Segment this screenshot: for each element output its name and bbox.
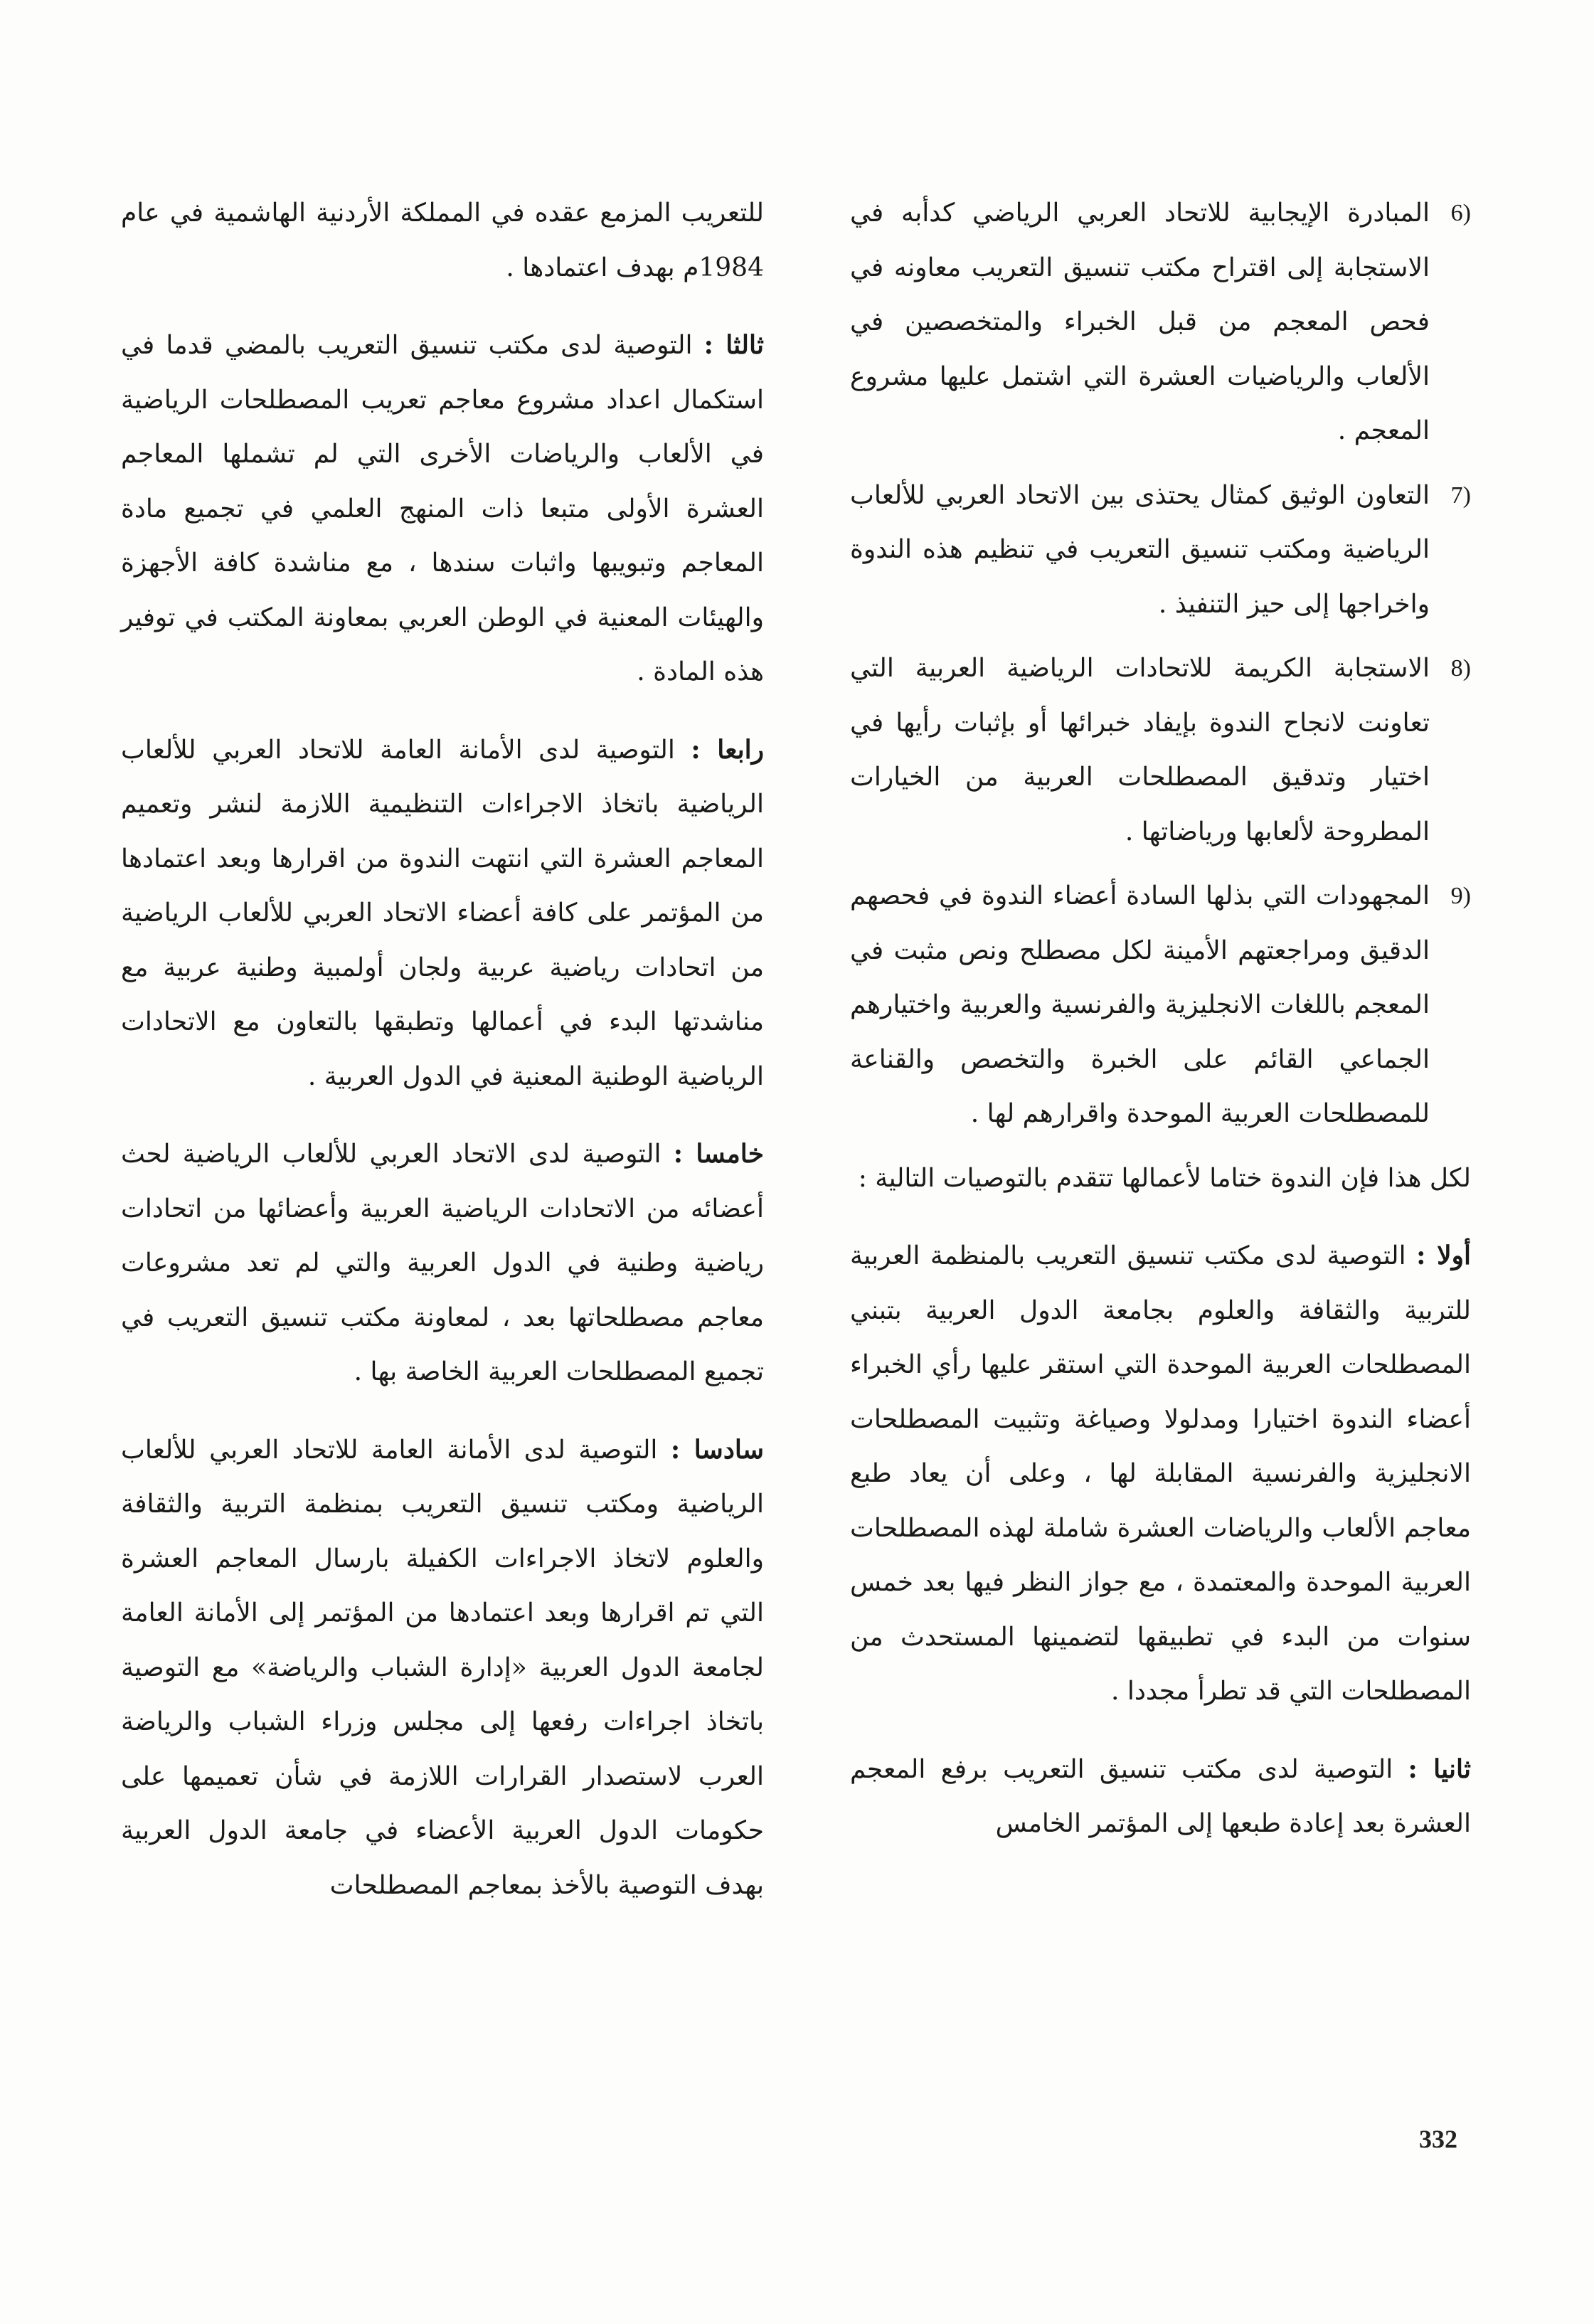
- item-text: المجهودات التي بذلها السادة أعضاء الندوة في فحصهم الدقيق ومراجعتهم الأمينة لكل مصطلح ونص مثبت في المعجم باللغات الانجليزية والفرنسية والعربية واختيارهم الجماعي القائم على الخبرة والتخصص والقناعة للمصطلحات العربية الموحدة واقرارهم لها .: [850, 881, 1430, 1128]
- recommendation-second: [850, 1742, 1471, 1852]
- recommendation-fifth: [121, 1127, 764, 1400]
- recommendation-text: التوصية لدى الأمانة العامة للاتحاد العربي للألعاب الرياضية باتخاذ الاجراءات التنظيمية اللازمة لنشر وتعميم المعاجم العشرة التي انتهت الندوة من اقرارها وبعد اعتمادها من المؤتمر على كافة أعضاء الاتحاد العربي للألعاب الرياضية من اتحادات رياضية عربية ولجان أولمبية وطنية عربية مع مناشدتها البدء في أعمالها وتطبقها بالتعاون مع الاتحادات الرياضية الوطنية المعنية في الدول العربية .: [121, 735, 764, 1091]
- numbered-item: [850, 469, 1471, 632]
- numbered-item: [850, 642, 1471, 859]
- recommendation-text: التوصية لدى مكتب تنسيق التعريب بالمضي قدما في استكمال اعداد مشروع معاجم تعريب المصطلحات الرياضية في الألعاب والرياضات الأخرى التي لم تشملها المعاجم العشرة الأولى متبعا ذات المنهج العلمي في تجميع مادة المعاجم وتبويبها واثبات سندها ، مع مناشدة كافة الأجهزة والهيئات المعنية في الوطن العربي بمعاونة المكتب في توفير هذه المادة .: [121, 331, 764, 686]
- recommendation-lead: ثالثا :: [703, 330, 764, 360]
- recommendation-first: [850, 1229, 1471, 1719]
- recommendation-text: التوصية لدى مكتب تنسيق التعريب بالمنظمة العربية للتربية والثقافة والعلوم بجامعة الدول العربية بتبني المصطلحات العربية الموحدة التي استقر عليها رأي الخبراء أعضاء الندوة اختيارا ومدلولا وصياغة وتثبيت المصطلحات الانجليزية والفرنسية المقابلة لها ، وعلى أن يعاد طبع معاجم الألعاب والرياضات العشرة شاملة لهذه المصطلحات العربية الموحدة والمعتمدة ، مع جواز النظر فيها بعد خمس سنوات من البدء في تطبيقها لتضمينها المستحدث من المصطلحات التي قد تطرأ مجددا .: [850, 1241, 1471, 1706]
- recommendation-third: [121, 318, 764, 700]
- item-number: 9): [1450, 883, 1471, 909]
- recommendation-text: التوصية لدى الاتحاد العربي للألعاب الرياضية لحث أعضائه من الاتحادات الرياضية العربية وأعضائها من اتحادات رياضية وطنية في الدول العربية والتي لم تعد مشروعات معاجم مصطلحاتها بعد ، لمعاونة مكتب تنسيق التعريب في تجميع المصطلحات العربية الخاصة بها .: [121, 1140, 764, 1386]
- item-number: 6): [1450, 200, 1471, 226]
- recommendation-lead: سادسا :: [670, 1434, 764, 1465]
- recommendation-sixth: [121, 1423, 764, 1914]
- recommendation-lead: أولا :: [1416, 1241, 1471, 1270]
- item-number: 7): [1450, 482, 1471, 509]
- right-column: [850, 186, 1471, 1862]
- numbered-item: [850, 186, 1471, 459]
- item-text: المبادرة الإيجابية للاتحاد العربي الرياضي كدأبه في الاستجابة إلى اقتراح مكتب تنسيق التعريب معاونه في فحص المعجم من قبل الخبراء والمتخصصين في الألعاب والرياضيات العشرة التي اشتمل عليها مشروع المعجم .: [850, 198, 1430, 445]
- item-text: التعاون الوثيق كمثال يحتذى بين الاتحاد العربي للألعاب الرياضية ومكتب تنسيق التعريب في تنظيم هذه الندوة واخراجها إلى حيز التنفيذ .: [850, 480, 1430, 619]
- recommendation-text: التوصية لدى مكتب تنسيق التعريب برفع المعجم العشرة بعد إعادة طبعها إلى المؤتمر الخامس: [850, 1754, 1471, 1838]
- page-number: 332: [1419, 2125, 1457, 2153]
- recommendation-second-continued: للتعريب المزمع عقده في المملكة الأردنية الهاشمية في عام 1984م بهدف اعتمادها .: [121, 198, 764, 282]
- item-number: 8): [1450, 655, 1471, 681]
- recommendation-lead: ثانيا :: [1408, 1753, 1471, 1784]
- recommendation-lead: رابعا :: [691, 734, 764, 765]
- numbered-item: [850, 869, 1471, 1142]
- recommendation-lead: خامسا :: [673, 1139, 765, 1169]
- recommendation-text: التوصية لدى الأمانة العامة للاتحاد العربي للألعاب الرياضية ومكتب تنسيق التعريب بمنظمة التربية والثقافة والعلوم لاتخاذ الاجراءات الكفيلة بارسال المعاجم العشرة التي تم اقرارها وبعد اعتمادها من المؤتمر إلى الأمانة العامة لجامعة الدول العربية «إدارة الشباب والرياضة» مع التوصية باتخاذ اجراءات رفعها إلى مجلس وزراء الشباب والرياضة العرب لاستصدار القرارات اللازمة في شأن تعميمها على حكومات الدول العربية الأعضاء في جامعة الدول العربية بهدف التوصية بالأخذ بمعاجم المصطلحات: [121, 1435, 764, 1900]
- intro-paragraph: لكل هذا فإن الندوة ختاما لأعمالها تتقدم بالتوصيات التالية :: [858, 1163, 1471, 1193]
- left-column: [121, 186, 764, 1936]
- recommendation-fourth: [121, 723, 764, 1105]
- item-text: الاستجابة الكريمة للاتحادات الرياضية العربية التي تعاونت لانجاح الندوة بإيفاد خبرائها أو بإثبات رأيها في اختيار وتدقيق المصطلحات العربية من الخيارات المطروحة لألعابها ورياضاتها .: [850, 654, 1430, 847]
